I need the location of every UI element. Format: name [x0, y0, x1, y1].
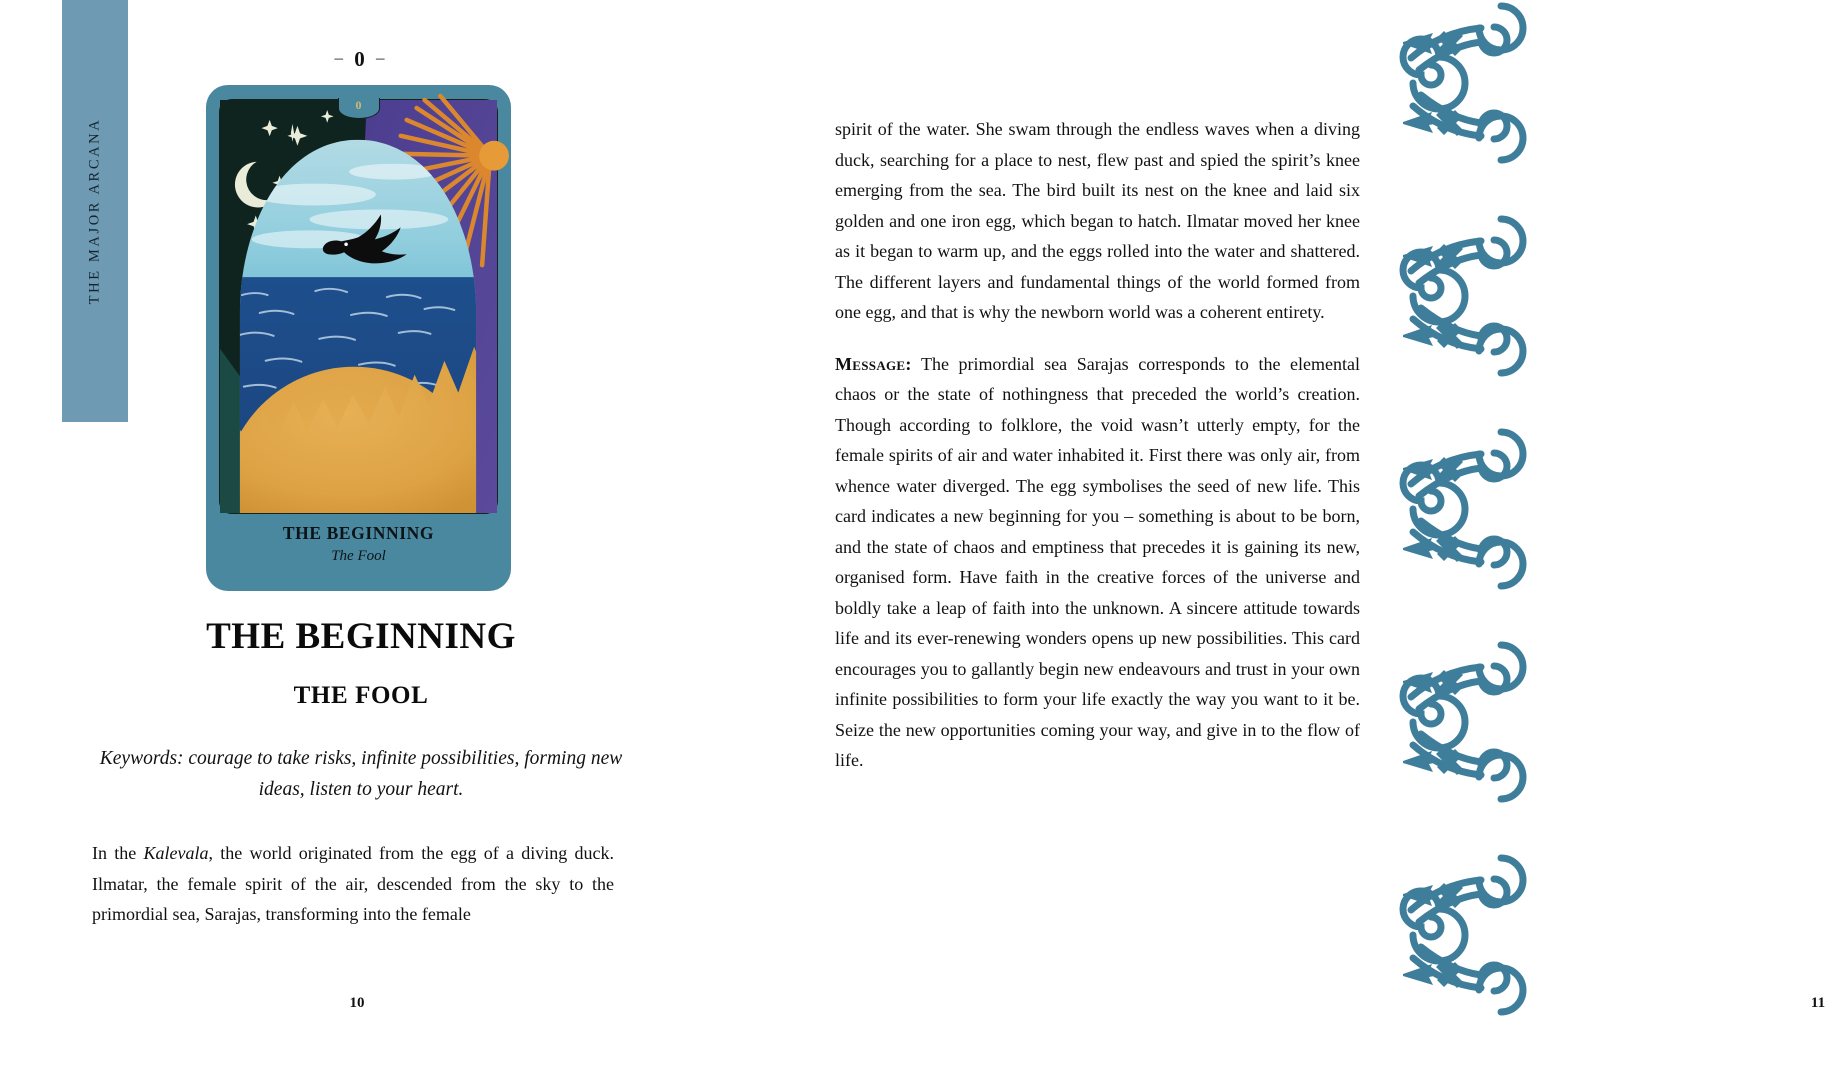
message-label: Message:: [835, 353, 912, 374]
right-page: [722, 0, 1826, 1068]
body-intro-b: , the world originated from the egg of a diving duck. Ilmatar, the female spirit of the air, descended from the sky to the primordial sea, Sarajas, transforming into the female: [92, 843, 615, 924]
tarot-card: [206, 85, 511, 591]
card-notch: [338, 98, 380, 119]
section-tab-label: THE MAJOR ARCANA: [86, 117, 103, 305]
right-paragraph-1: spirit of the water. She swam through the endless waves when a diving duck, searching for a place to nest, flew past and spied the spirit’s knee emerging from the sea. The bird built its nest on the knee and laid six golden and one iron egg, which began to hatch. Ilmatar moved her knee as it began to warm up, and the eggs rolled into the water and shattered. The different layers and fundamental things of the world formed from one egg, and that is why the newborn world was a coherent entirety.: [835, 119, 1360, 322]
dash-right-glyph: –: [376, 48, 388, 67]
the-fool-illustration-icon: [220, 100, 497, 513]
kalevala-italic: Kalevala: [143, 843, 209, 863]
folio-right: 11: [1810, 995, 1826, 1011]
left-body-paragraph: [92, 838, 614, 930]
left-page: [0, 0, 722, 1068]
card-caption-title: THE BEGINNING: [282, 523, 435, 543]
right-paragraph-2: [835, 349, 1360, 776]
right-body: [835, 114, 1360, 776]
page-subtitle: THE FOOL: [293, 682, 429, 709]
keywords-line: Keywords: courage to take risks, infinite possibilities, forming new ideas, listen to your heart.: [99, 748, 623, 800]
tarot-card-artwork: [219, 99, 498, 514]
arcana-number-header: [0, 47, 722, 72]
card-caption: [206, 523, 511, 565]
card-caption-subtitle: The Fool: [331, 548, 386, 564]
folio-left: 10: [349, 995, 365, 1011]
card-notch-number: 0: [355, 98, 362, 112]
dash-left-glyph: –: [334, 48, 346, 67]
body-intro-a: In the: [92, 843, 144, 863]
arcana-number-value: 0: [354, 47, 368, 71]
message-text: The primordial sea Sarajas corresponds to the elemental chaos or the state of nothingness that preceded the world’s creation. Though according to folklore, the void wasn’t utterly empty, for the female spirits of air and water inhabited it. First there was only air, from whence water diverged. The egg symbolises the seed of new life. This card indicates a new beginning for you – something is about to be born, and the state of chaos and emptiness that precedes it is gaining its new, organised form. Have faith in the creative forces of the universe and boldly take a leap of faith into the unknown. A sincere attitude towards life and its ever-renewing wonders opens up new possibilities. This card encourages you to gallantly begin new endeavours and trust in your own infinite possibilities to form your life exactly the way you want to it be. Seize the new opportunities coming your way, and give in to the flow of life.: [835, 353, 1360, 770]
page-title: THE BEGINNING: [206, 616, 516, 657]
